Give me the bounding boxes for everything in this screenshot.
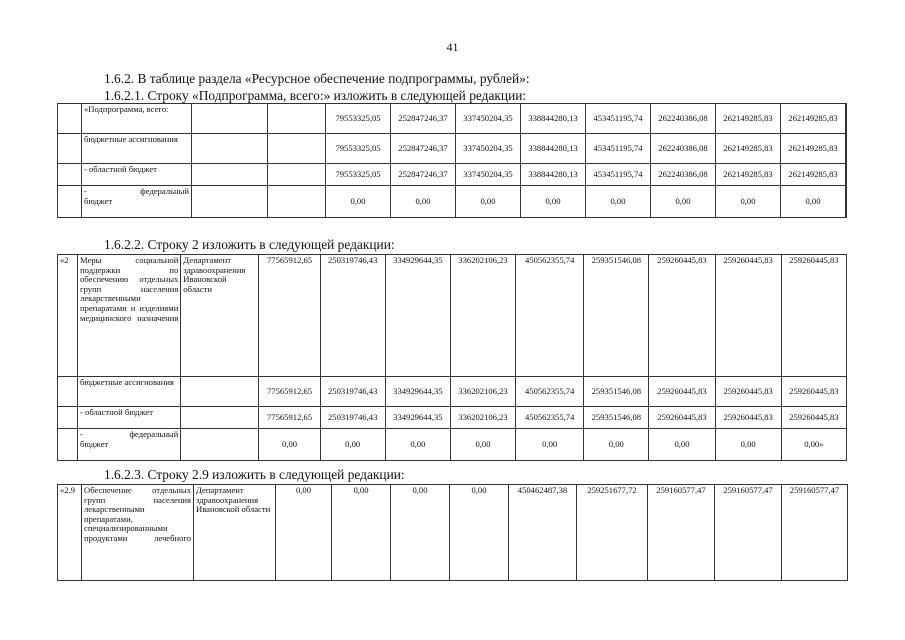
value-cell: 338844280,13: [521, 164, 586, 186]
value-cell: 250319746,43: [320, 377, 385, 407]
value-cell: 252847246,37: [391, 134, 456, 164]
cell-source: [268, 164, 326, 186]
value-cell: 0,00: [716, 186, 781, 218]
label-federal: федеральный: [140, 186, 189, 196]
value-cell: 338844280,13: [521, 134, 586, 164]
cell-num: [58, 104, 82, 134]
heading-1-6-2-3: 1.6.2.3. Строку 2.9 изложить в следующей редакции:: [104, 467, 405, 482]
heading-1-6-2-1: 1.6.2.1. Строку «Подпрограмма, всего:» изложить в следующей редакции:: [104, 88, 527, 103]
value-cell: 0,00: [781, 186, 846, 218]
value-cell: 259260445,83: [781, 407, 846, 429]
value-cell: 0,00: [715, 429, 781, 461]
value-cell: 252847246,37: [391, 164, 456, 186]
value-cell: 0,00: [385, 429, 450, 461]
value-cell: 262149285,83: [716, 164, 781, 186]
row-number: «2: [58, 255, 78, 377]
value-cell: 262149285,83: [781, 134, 846, 164]
executor-name: Департамент здравоохранения Ивановской области: [194, 485, 276, 581]
value-cell: 259260445,83: [649, 407, 715, 429]
value-cell: 336202106,23: [450, 255, 515, 377]
value-cell: 262149285,83: [781, 104, 846, 134]
row-number: «2.9: [58, 485, 82, 581]
value-cell: 259351546,08: [584, 377, 649, 407]
value-cell: 259260445,83: [781, 377, 846, 407]
value-cell: 0,00: [326, 186, 391, 218]
table-subprogram-total: [57, 103, 847, 218]
value-cell: 262149285,83: [781, 164, 846, 186]
value-cell: 259260445,83: [715, 407, 781, 429]
table-row: [58, 164, 847, 186]
cell-num: [58, 377, 78, 407]
value-cell: 250319746,43: [320, 407, 385, 429]
measure-name: Обеспечение отдельных групп населения лекарственными препаратами, специализированными продуктами лечебного: [82, 485, 194, 581]
label-federal: федеральный: [129, 429, 179, 439]
cell-source: [268, 186, 326, 218]
value-cell: 252847246,37: [391, 104, 456, 134]
value-cell: 453451195,74: [586, 104, 651, 134]
row-label: [78, 429, 181, 461]
cell-executor: [181, 429, 259, 461]
cell-executor: [192, 134, 268, 164]
value-cell: 262240386,08: [651, 164, 716, 186]
value-cell: 453451195,74: [586, 134, 651, 164]
value-cell: 77565912,65: [259, 255, 320, 377]
value-cell: 259160577,47: [715, 485, 782, 581]
table-row-2: [57, 254, 847, 461]
value-cell: 259160577,47: [648, 485, 715, 581]
cell-executor: [192, 164, 268, 186]
value-cell: 0,00: [450, 485, 509, 581]
value-cell: 259260445,83: [649, 255, 715, 377]
value-cell: 0,00: [649, 429, 715, 461]
table-row: [58, 186, 847, 218]
value-cell: 0,00: [651, 186, 716, 218]
row-label: [82, 186, 192, 218]
value-cell: 337450204,35: [456, 164, 521, 186]
value-cell: 337450204,35: [456, 134, 521, 164]
row-label: бюджетные ассигнования: [78, 377, 181, 407]
cell-num: [58, 186, 82, 218]
value-cell: 0,00: [276, 485, 332, 581]
value-cell: 0,00: [391, 186, 456, 218]
measure-name: Меры социальной поддержки по обеспечению отдельных групп населения лекарственными препаратами и изделиями медицинского назначения: [78, 255, 181, 377]
value-cell: 0,00: [332, 485, 391, 581]
value-cell: 0,00: [516, 429, 584, 461]
table-row: [58, 407, 847, 429]
value-cell: 0,00: [456, 186, 521, 218]
label-budget: бюджет: [84, 195, 113, 206]
value-cell: 334929644,35: [385, 255, 450, 377]
cell-executor: [192, 104, 268, 134]
value-cell: 337450204,35: [456, 104, 521, 134]
label-dash: -: [84, 186, 87, 196]
cell-source: [268, 104, 326, 134]
value-cell: 259260445,83: [649, 377, 715, 407]
value-cell: 450562355,74: [516, 255, 584, 377]
row-label: «Подпрограмма, всего:: [82, 104, 192, 134]
value-cell: 262240386,08: [651, 104, 716, 134]
value-cell: 336202106,23: [450, 407, 515, 429]
table-row: [58, 377, 847, 407]
value-cell: 250319746,43: [320, 255, 385, 377]
value-cell: 336202106,23: [450, 377, 515, 407]
value-cell: 450562355,74: [516, 407, 584, 429]
table-row: [58, 485, 848, 581]
row-label: - областной бюджет: [78, 407, 181, 429]
executor-name: Департамент здравоохранения Ивановской области: [181, 255, 259, 377]
cell-num: [58, 164, 82, 186]
row-label: - областной бюджет: [82, 164, 192, 186]
cell-source: [268, 134, 326, 164]
value-cell: 0,00: [521, 186, 586, 218]
cell-executor: [181, 377, 259, 407]
value-cell: [846, 104, 847, 134]
value-cell: [846, 186, 847, 218]
value-cell: 77565912,65: [259, 407, 320, 429]
value-cell: 0,00: [450, 429, 515, 461]
value-cell: 259260445,83: [715, 377, 781, 407]
value-cell: 0,00: [584, 429, 649, 461]
value-cell: 259260445,83: [781, 255, 846, 377]
value-cell: 450462487,38: [509, 485, 577, 581]
cell-num: [58, 134, 82, 164]
value-cell: 262149285,83: [716, 134, 781, 164]
label-dash: -: [80, 429, 83, 439]
value-cell: 79553325,05: [326, 134, 391, 164]
cell-executor: [181, 407, 259, 429]
value-cell: 259351546,08: [584, 407, 649, 429]
table-row-2-9: [57, 484, 848, 581]
cell-num: [58, 429, 78, 461]
label-budget: бюджет: [80, 438, 109, 449]
value-cell: 79553325,05: [326, 164, 391, 186]
value-cell: 79553325,05: [326, 104, 391, 134]
value-cell: 259260445,83: [715, 255, 781, 377]
value-cell: 334929644,35: [385, 407, 450, 429]
page-number: 41: [446, 40, 459, 54]
cell-executor: [192, 186, 268, 218]
table-row: [58, 134, 847, 164]
value-cell: 0,00: [586, 186, 651, 218]
value-cell: 338844280,13: [521, 104, 586, 134]
value-cell: 0,00»: [781, 429, 846, 461]
table-row: [58, 104, 847, 134]
value-cell: 77565912,65: [259, 377, 320, 407]
value-cell: 0,00: [391, 485, 450, 581]
value-cell: [846, 134, 847, 164]
table-row: [58, 429, 847, 461]
heading-1-6-2-2: 1.6.2.2. Строку 2 изложить в следующей редакции:: [104, 237, 395, 252]
value-cell: 262149285,83: [716, 104, 781, 134]
value-cell: 0,00: [259, 429, 320, 461]
value-cell: 453451195,74: [586, 164, 651, 186]
cell-num: [58, 407, 78, 429]
value-cell: 259160577,47: [782, 485, 848, 581]
value-cell: [846, 164, 847, 186]
value-cell: 450562355,74: [516, 377, 584, 407]
value-cell: 262240386,08: [651, 134, 716, 164]
value-cell: 259351546,08: [584, 255, 649, 377]
value-cell: 259251677,72: [577, 485, 648, 581]
row-label: бюджетные ассигнования: [82, 134, 192, 164]
table-row: [58, 255, 847, 377]
value-cell: 0,00: [320, 429, 385, 461]
heading-1-6-2: 1.6.2. В таблице раздела «Ресурсное обеспечение подпрограммы, рублей»:: [104, 71, 530, 86]
value-cell: 334929644,35: [385, 377, 450, 407]
